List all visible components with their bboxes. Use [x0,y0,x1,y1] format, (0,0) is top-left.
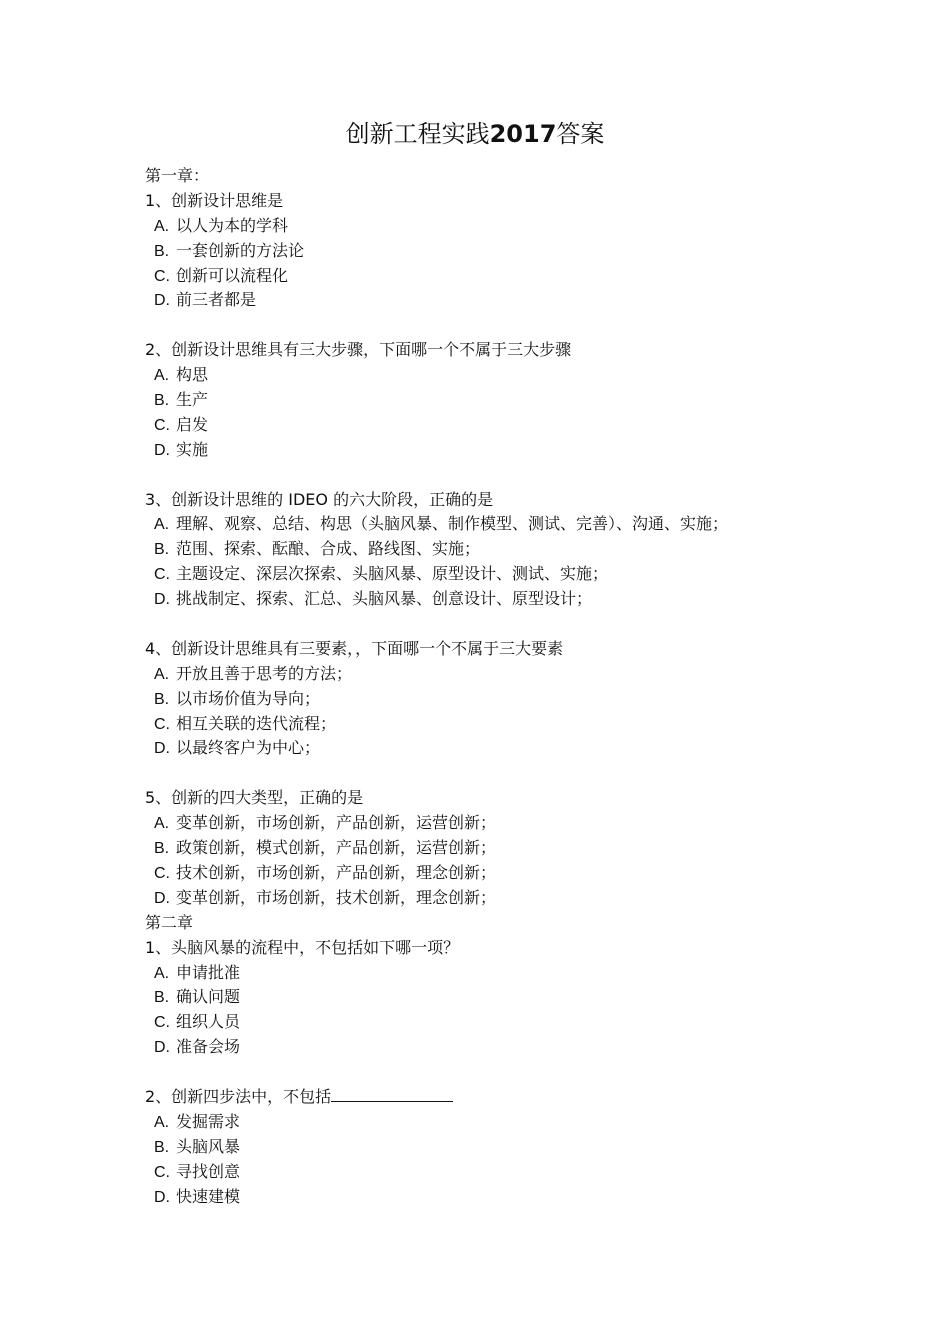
option-letter: A. [154,217,170,235]
option-text: 启发 [176,414,209,434]
question-block [145,189,925,313]
question-block [145,786,925,910]
title-text-regular: 创新工程实践 [345,120,490,148]
option-text: 寻找创意 [176,1161,241,1181]
answer-option [145,1185,925,1210]
blank-line [145,612,925,637]
answer-option [145,562,925,587]
fill-in-blank-underline [331,1086,453,1102]
answer-option [145,438,925,463]
option-text: 相互关联的迭代流程； [176,713,337,733]
answer-option [145,811,925,836]
option-letter: A. [154,665,170,683]
option-text: 生产 [176,390,209,410]
option-text: 变革创新，市场创新，产品创新，运营创新； [176,813,497,833]
answer-option [145,687,925,712]
option-letter: A. [154,815,170,833]
title-year-bold: 2017 [489,120,557,148]
option-text: 政策创新，模式创新，产品创新，运营创新； [176,838,497,858]
document-title [0,114,950,154]
chapter-heading: 第一章： [145,166,210,185]
answer-option [145,1135,925,1160]
option-letter: A. [154,516,170,534]
blank-line [145,313,925,338]
option-letter: A. [154,1113,170,1131]
option-text: 准备会场 [176,1037,241,1057]
answer-option [145,836,925,861]
answer-option [145,363,925,388]
option-letter: B. [154,541,170,559]
answer-option [145,985,925,1010]
option-text: 开放且善于思考的方法； [176,663,353,683]
option-letter: B. [154,690,170,708]
question-block [145,1085,925,1209]
option-text: 技术创新，市场创新，产品创新，理念创新； [176,862,497,882]
option-letter: D. [154,889,170,907]
option-text: 快速建模 [176,1186,241,1206]
answer-option [145,712,925,737]
answer-option [145,861,925,886]
option-text: 构思 [176,365,209,385]
answer-option [145,662,925,687]
option-letter: D. [154,591,170,609]
option-letter: C. [154,267,170,285]
answer-option [145,1160,925,1185]
option-text: 申请批准 [176,962,241,982]
question-stem: 1、头脑风暴的流程中，不包括如下哪一项？ [145,937,460,957]
option-text: 主题设定、深层次探索、头脑风暴、原型设计、测试、实施； [176,564,609,584]
option-letter: A. [154,367,170,385]
question-stem: 2、创新四步法中，不包括 [145,1086,332,1106]
question-stem: 2、创新设计思维具有三大步骤，下面哪一个不属于三大步骤 [145,340,572,360]
option-text: 前三者都是 [176,290,257,310]
option-letter: B. [154,989,170,1007]
option-letter: C. [154,1014,170,1032]
question-stem: 5、创新的四大类型，正确的是 [145,788,364,808]
answer-option [145,961,925,986]
question-stem: 1、创新设计思维是 [145,190,284,210]
option-letter: C. [154,566,170,584]
blank-line [145,761,925,786]
blank-line [145,463,925,488]
option-letter: B. [154,392,170,410]
option-text: 头脑风暴 [176,1136,241,1156]
option-text: 范围、探索、酝酿、合成、路线图、实施； [176,539,481,559]
option-text: 发掘需求 [176,1111,241,1131]
option-text: 实施 [176,439,209,459]
option-letter: C. [154,864,170,882]
option-text: 挑战制定、探索、汇总、头脑风暴、创意设计、原型设计； [176,589,593,609]
answer-option [145,886,925,911]
question-stem: 3、创新设计思维的 IDEO 的六大阶段，正确的是 [145,489,494,509]
answer-option [145,214,925,239]
option-letter: D. [154,1039,170,1057]
answer-option [145,587,925,612]
chapter-heading: 第二章 [145,912,194,932]
option-letter: D. [154,441,170,459]
answer-option [145,413,925,438]
option-letter: D. [154,1188,170,1206]
option-letter: B. [154,1138,170,1156]
answer-option [145,388,925,413]
blank-line [145,1060,925,1085]
document-body [145,164,925,1209]
option-letter: B. [154,242,170,260]
answer-option [145,239,925,264]
question-block [145,637,925,761]
option-letter: A. [154,964,170,982]
question-block [145,338,925,462]
option-text: 创新可以流程化 [176,265,289,285]
option-text: 一套创新的方法论 [176,240,305,260]
answer-option [145,1035,925,1060]
option-letter: B. [154,840,170,858]
option-letter: C. [154,715,170,733]
answer-option [145,1110,925,1135]
option-text: 组织人员 [176,1012,241,1032]
question-block [145,936,925,1060]
answer-option [145,512,925,537]
title-text-suffix: 答案 [556,120,605,148]
option-letter: C. [154,1163,170,1181]
answer-option [145,288,925,313]
option-letter: D. [154,292,170,310]
answer-option [145,736,925,761]
option-text: 理解、观察、总结、构思（头脑风暴、制作模型、测试、完善）、沟通、实施； [176,514,729,534]
option-text: 变革创新，市场创新，技术创新，理念创新； [176,887,497,907]
option-text: 以人为本的学科 [176,215,289,235]
question-block [145,488,925,612]
answer-option [145,537,925,562]
option-text: 确认问题 [176,987,241,1007]
option-letter: C. [154,416,170,434]
option-text: 以市场价值为导向； [176,688,321,708]
question-stem: 4、创新设计思维具有三要素，，下面哪一个不属于三大要素 [145,638,564,658]
answer-option [145,1010,925,1035]
option-letter: D. [154,740,170,758]
option-text: 以最终客户为中心； [176,738,321,758]
question-stem-with-blank [145,1085,925,1110]
answer-option [145,264,925,289]
